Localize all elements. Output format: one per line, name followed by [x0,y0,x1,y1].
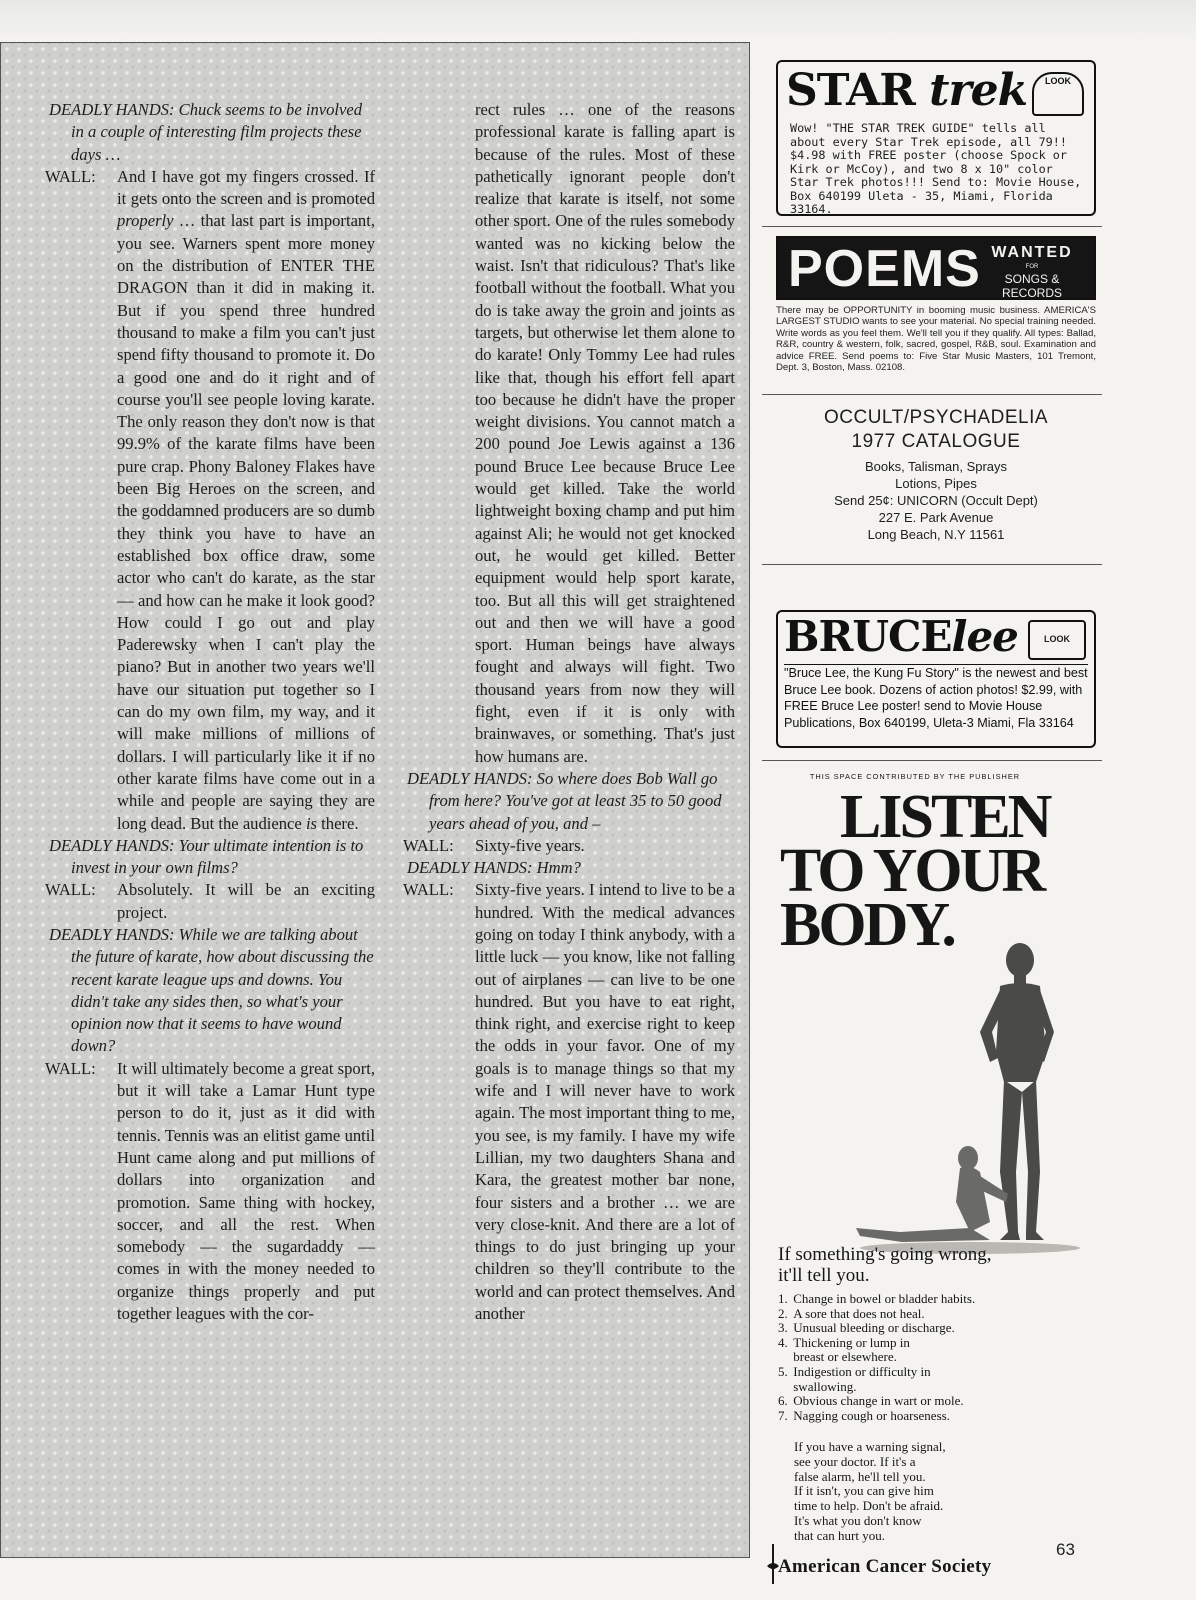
occult-line: Lotions, Pipes [895,476,977,491]
list-item: 6. Obvious change in wart or mole. [778,1393,964,1409]
divider [762,226,1102,227]
divider [762,760,1102,761]
bruce-lee-logo: BRUCElee [784,612,1018,661]
answer-text: … that last part is important, you see. Warners spent more money on the distribution of ENTER THE DRAGON than it did in making it. But if you spend three hundred thousand to make a film you can't just spend fifty thousand to promote it. Do a good one and do it right and of course you'll see people loving karate. The only reason they don't now is that 99.9% of the karate films have been pure crap. Phony Baloney Flakes have been Big Heroes on the screen, and the goddamned producers are so dumb they think you have to have an established box office draw, some actor who can't do karate, as the star — and how can he make it look good? How could I go out and play Paderewsky when I can't play the piano? But in another two years we'll have our situation put together so I can do my own film, my way, and it will make millions of millions of dollars. I will particularly like it if no other karate films have come out in a while and people are saying they are long dead. But the audience [117,211,375,833]
list-item: 3. Unusual bleeding or discharge. [778,1320,955,1336]
article-panel [0,42,750,1558]
publisher-credit: THIS SPACE CONTRIBUTED BY THE PUBLISHER [809,772,1021,781]
question-2: DEADLY HANDS: Your ultimate intention is to invest in your own films? [49,835,364,878]
ad-headline: LISTEN TO YOUR BODY. [780,783,1050,959]
answer-text: It will ultimately become a great sport, but it will take a Lamar Hunt type person to do it, just as it did with tennis. Tennis was an elitist game until Hunt came along and put millions of dollars into organization and promotion. Same thing with hockey, soccer, and all the rest. When somebody — the sugardaddy — comes in with the money needed to organize things properly and put together leagues with the cor- [117,1058,375,1324]
question-4: DEADLY HANDS: So where does Bob Wall go from here? You've got at least 35 to 50 good years ahead of you, and – [407,768,722,833]
star-trek-logo: STAR trek [786,65,1028,116]
occult-subtitle: 1977 CATALOGUE [851,431,1021,452]
question-3: DEADLY HANDS: While we are talking about the future of karate, how about discussing the recent karate league ups and downs. You didn't take any sides then, so what's your opinion now that it seems to have wound down? [49,924,374,1056]
occult-line: Books, Talisman, Sprays [864,459,1008,474]
poems-headline: POEMS [788,240,981,298]
star-trek-ad-text: Wow! "THE STAR TREK GUIDE" tells all about every Star Trek episode, all 79!! $4.98 with FREE poster (choose Spock or Kirk or McCoy), and two 8 x 10" color Star Trek photos!!! Send to: Movie House, Box 640199 Uleta - 35, Miami, Florida 33164. [790,121,1082,216]
answer-3 [45,1058,375,1326]
star-trek-ad [776,60,1096,216]
poems-for-label: FOR [1025,264,1039,270]
bruce-lee-ad [776,610,1096,748]
answer-text: there. [317,813,359,833]
article-column-1 [45,99,375,1325]
look-arrow-icon: LOOK [1032,72,1084,116]
list-item: 1. Change in bowel or bladder habits. [778,1291,976,1306]
speaker-label: WALL: [403,835,454,855]
poems-banner [776,236,1096,300]
speaker-label: WALL: [45,880,96,900]
figure-photo [840,932,1080,1262]
list-item: 5. Indigestion or difficulty in swallowing. [778,1363,931,1394]
organization-name: American Cancer Society [778,1556,992,1577]
question-1: DEADLY HANDS: Chuck seems to be involved in a couple of interesting film projects these days … [49,100,363,164]
answer-emphasis: properly [117,211,174,231]
look-arrow-icon: LOOK [1028,620,1086,660]
warning-signs-list [778,1292,1063,1423]
page-number: 63 [1056,1540,1075,1559]
speaker-label: WALL: [403,880,454,900]
answer-1 [45,166,375,835]
speaker-label: WALL: [45,166,96,186]
answer-continued [403,99,735,768]
poems-ad-text: There may be OPPORTUNITY in booming music business. AMERICA'S LARGEST STUDIO wants to see your material. No special training needed. Write words as you feel them. We'll tell you if they qualify. All types: Ballad, R&R, country & western, folk, sacred, gospel, R&B, soul. Examination and advice FREE. Send poems to: Five Star Music Masters, 101 Tremont, Dept. 3, Boston, Mass. 02108. [776,305,1096,374]
question-5: DEADLY HANDS: Hmm? [407,858,581,878]
occult-title: OCCULT/PSYCHADELIA [823,407,1049,428]
answer-text: rect rules … one of the reasons professional karate is falling apart is because of the rules. Most of these pathetically ignorant people don't realize that karate is itself, not some other sport. One of the rules somebody wanted was no kicking below the waist. Isn't that ridiculous? That's like football without the football. What you do is take away the groin and joints as targets, but otherwise let them alone to do karate! Only Tommy Lee had rules like that, though his effort fell apart too because he didn't have the proper weight divisions. You cannot match a 200 pound Joe Lewis against a 136 pound Bruce Lee because Bruce Lee would get killed. Take the world lightweight boxing champ and put him against Ali; he would not get knocked out, he would get killed. Better equipment would help sport karate, too. But all this will get straightened out and then we will have a good sport. Human beings have always fought and always will fight. Two thousand years from now they will fight, even if it is only with brainwaves, or something. That's just how humans are. [475,100,735,766]
answer-5 [403,879,735,1325]
ad-subheading: If something's going wrong, it'll tell you. [778,1244,992,1286]
answer-text: And I have got my fingers crossed. If it gets onto the screen and is promoted [117,166,375,209]
answer-text: Sixty-five years. I intend to live to be a hundred. With the medical advances going on today I think anybody, with a little luck — you know, like not falling out of airplanes — can live to be one hundred. But you have to eat right, think right, and exercise right to keep the odds in your favor. One of my goals is to manage things so that my wife and I will never have to work again. The most important thing to me, you see, is my family. I have my wife Lillian, my two daughters Shana and Kara, the greatest mother bar none, four sisters and a brother … we are very close-knit. And there are a lot of things to do just bringing up your children so they'll contribute to the world and can protect themselves. And another [475,880,735,1324]
occult-line: Long Beach, N.Y 11561 [867,527,1005,542]
occult-line: 227 E. Park Avenue [878,510,994,525]
speaker-label: WALL: [45,1058,96,1078]
divider [762,394,1102,395]
answer-2 [45,879,375,924]
occult-line: Send 25¢: UNICORN (Occult Dept) [834,493,1038,508]
occult-catalogue-ad [776,406,1096,543]
answer-4 [403,835,735,857]
poems-songs-label: SONGS & RECORDS [1001,272,1062,300]
ads-column [748,42,1108,1577]
divider [762,564,1102,565]
ad-advice: If you have a warning signal, see your doctor. If it's a false alarm, he'll tell you. If it isn't, you can give him time to help. Don't be afraid. It's what you don't know that can hurt you. [794,1439,946,1543]
page-top-margin [0,0,1196,40]
article-column-2 [403,99,735,1325]
answer-text: Sixty-five years. [475,835,585,855]
bruce-lee-ad-text: "Bruce Lee, the Kung Fu Story" is the newest and best Bruce Lee book. Dozens of action photos! $2.99, with FREE Bruce Lee poster! send to Movie House Publications, Box 640199, Uleta-3 Miami, Fla 33164 [784,666,1088,730]
list-item: 2. A sore that does not heal. [778,1305,925,1321]
answer-emphasis: is [305,813,318,833]
list-item: 7. Nagging cough or hoarseness. [778,1407,950,1423]
poems-wanted-ad [776,236,1096,380]
list-item: 4. Thickening or lump in breast or elsewhere. [778,1334,910,1365]
poems-wanted-label: WANTED [991,244,1073,261]
answer-text: Absolutely. It will be an exciting project. [117,880,375,922]
